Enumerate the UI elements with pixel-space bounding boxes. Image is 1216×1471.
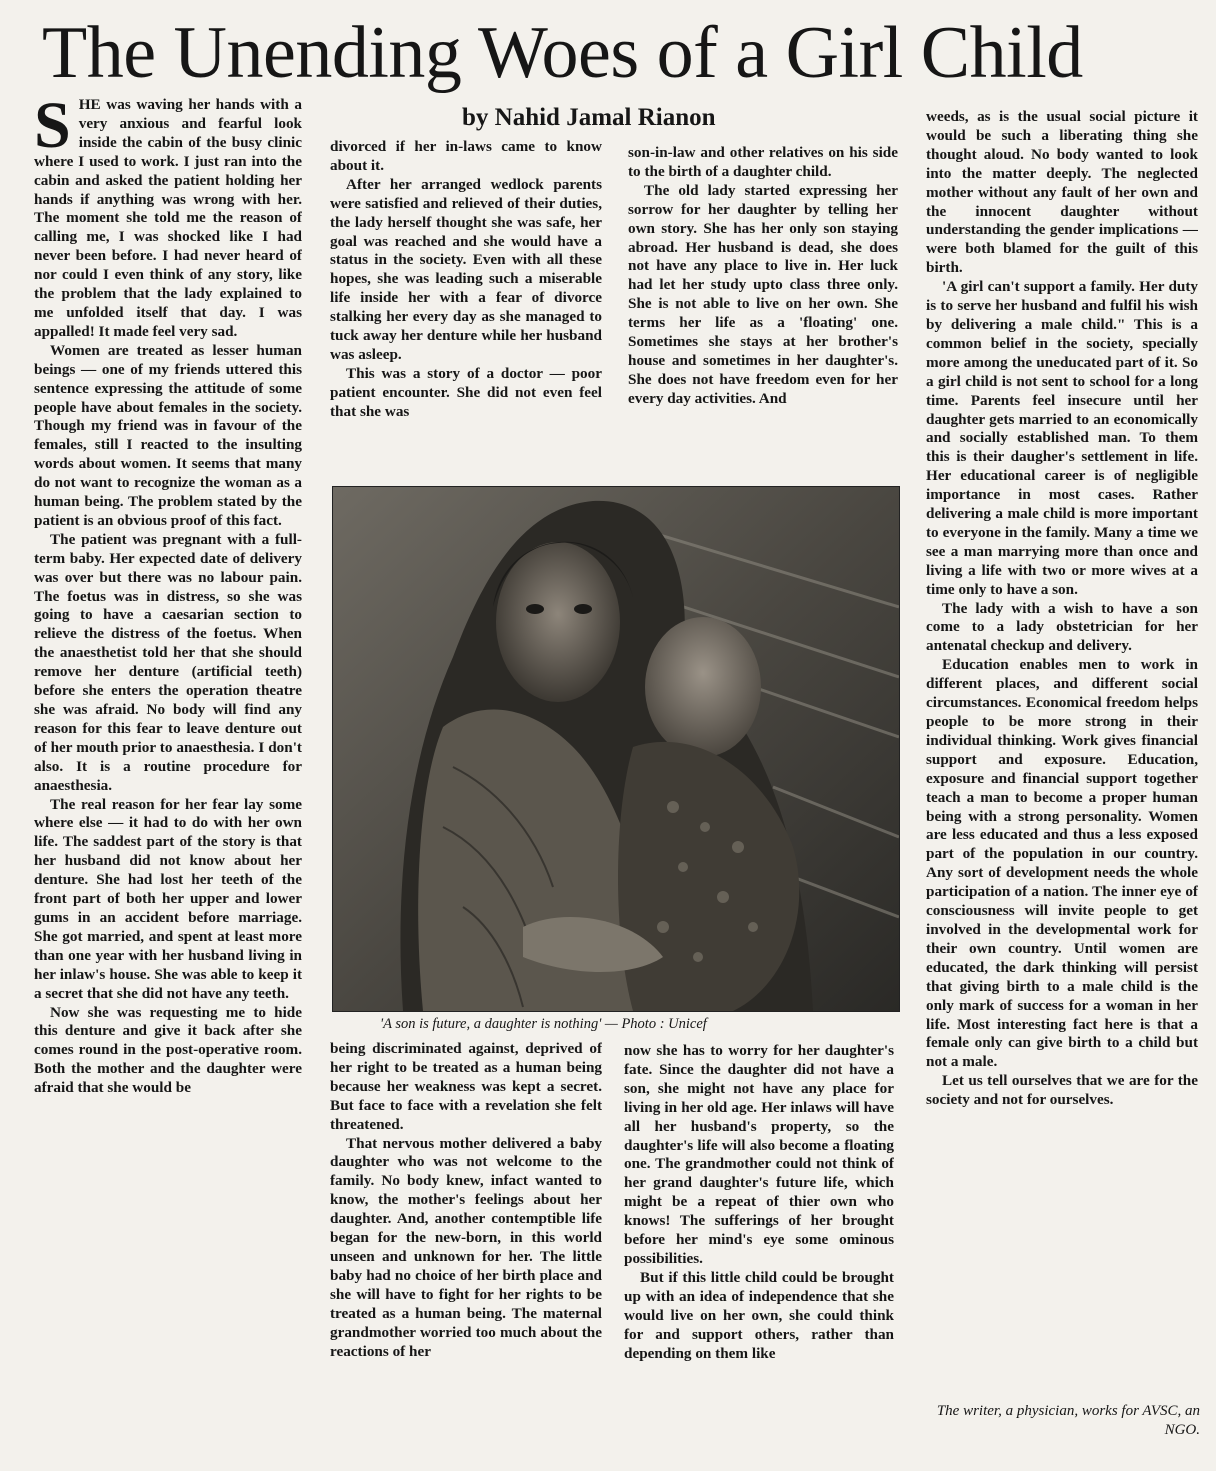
paragraph: being discriminated against, deprived of her right to be treated as a human being because her weakness was kept a secret. But face to face with a revelation she felt threatened. bbox=[330, 1040, 602, 1133]
paragraph: Let us tell ourselves that we are for the society and not for ourselves. bbox=[926, 1072, 1198, 1109]
paragraph: 'A girl can't support a family. Her duty is to serve her husband and fulfil his wish by delivering a male child." This is a common belief in the society, specially more among the uneducated part of it. So a girl child is not sent to school for a long time. Parents feel insecure until her daughter gets married to an economically and socially established man. To them this is their daugher's settlement in life. Her educational career is of negligible importance in most cases. Rather delivering a male child is more important to everyone in the family. Many a time we see a man marrying more than once and living a life with two or more wives at a time only to have a son. bbox=[926, 278, 1198, 598]
paragraph: After her arranged wedlock parents were satisfied and relieved of their duties, the lady herself thought she was safe, her goal was reached and she would have a status in the society. Even with all these hopes, she was leading such a miserable life inside her with a fear of divorce stalking her every day as she managed to tuck away her denture while her husband was asleep. bbox=[330, 175, 602, 363]
column-2-top bbox=[330, 138, 602, 483]
paragraph: The patient was pregnant with a full-term baby. Her expected date of delivery was over but there was no labour pain. The foetus was in distress, so she was going to have a caesarian section to relieve the distress of the foetus. When the anaesthetist told her that she should remove her denture (artificial teeth) before she enters the operation theatre she was afraid. No body will find any reason for this fear to leave denture out of her mouth prior to anaesthesia. I don't also. It is a routine procedure for anaesthesia. bbox=[34, 530, 302, 794]
author-credit: The writer, a physician, works for AVSC, an NGO. bbox=[936, 1403, 1200, 1438]
byline: by Nahid Jamal Rianon bbox=[462, 104, 716, 131]
paragraph: divorced if her in-laws came to know about it. bbox=[330, 138, 602, 174]
paragraph: now she has to worry for her daughter's fate. Since the daughter did not have a son, she might not have any place for living in her old age. Her inlaws will have all her husband's property, so the daughter's life will also become a floating one. The grandmother could not think of her grand daughter's future life, which might be a repeat of thier own who knows! The sufferings of her brought before her mind's eye some ominous possibilities. bbox=[624, 1042, 894, 1267]
column-3-bottom bbox=[624, 1042, 894, 1437]
paragraph: weeds, as is the usual social picture it would be such a liberating thing she thought aloud. No body wanted to look into the matter deeply. The neglected mother without any fault of her own and the innocent daughter without understanding the gender implications — were both blamed for the guilt of this birth. bbox=[926, 108, 1198, 277]
photo-caption: 'A son is future, a daughter is nothing' — Photo : Unicef bbox=[380, 1016, 707, 1032]
paragraph: HE was waving her hands with a very anxious and fearful look inside the cabin of the busy clinic where I used to work. I just ran into the cabin and asked the patient holding her hands if anything was wrong with her. The moment she told me the reason of calling me, I was shocked like I had never been before. I had never heard of nor could I even think of any story, like the problem that the lady explained to me unfolded itself that day. I was appalled! It made feel very sad. bbox=[34, 96, 302, 340]
paragraph: Now she was requesting me to hide this denture and give it back after she comes round in the post-operative room. Both the mother and the daughter were afraid that she would be bbox=[34, 1003, 302, 1097]
photo-illustration bbox=[333, 487, 899, 1011]
paragraph: son-in-law and other relatives on his side to the birth of a daughter child. bbox=[628, 144, 898, 180]
drop-cap: S bbox=[34, 96, 71, 162]
column-2-bottom bbox=[330, 1040, 602, 1435]
paragraph: Education enables men to work in different places, and different social circumstances. Economical freedom helps people to be more strong in their individual thinking. Work gives financial support and exposure. Education, exposure and financial support together teach a man to become a proper human being with a strong personality. Women are less educated and thus a less exposed part of the population in our country. Any sort of development needs the whole participation of a nation. The inner eye of consciousness will invite people to get involved in the developmental work for their own country. Until women are educated, the dark thinking will persist that giving birth to a male child is the only mark of success for a woman in her life. Most interesting fact here is that a female only can give birth to a child but not a male. bbox=[926, 656, 1198, 1071]
paragraph: Women are treated as lesser human beings — one of my friends uttered this sentence expressing the attitude of some people have about females in the society. Though my friend was in favour of the females, still I reacted to the insulting words about women. It seems that many do not want to recognize the woman as a human being. The problem stated by the patient is an obvious proof of this fact. bbox=[34, 341, 302, 529]
photo-mother-child-icon bbox=[332, 486, 900, 1012]
paragraph: That nervous mother delivered a baby daughter who was not welcome to the family. No body knew, infact wanted to know, the mother's feelings about her daughter. And, another contemptible life began for the new-born, in this world unseen and unknown for her. The little baby had no choice of her birth place and she will have to fight for her rights to be treated as a human being. The maternal grandmother worried too much about the reactions of her bbox=[330, 1134, 602, 1360]
column-1 bbox=[34, 96, 302, 1431]
paragraph: This was a story of a doctor — poor patient encounter. She did not even feel that she was bbox=[330, 364, 602, 420]
paragraph: The lady with a wish to have a son come to a lady obstetrician for her antenatal checkup and delivery. bbox=[926, 599, 1198, 655]
column-3-top bbox=[628, 144, 898, 484]
column-4 bbox=[926, 108, 1198, 1443]
paragraph: But if this little child could be brought up with an idea of independence that she would live on her own, she could think for and support others, rather than depending on them like bbox=[624, 1268, 894, 1362]
paragraph: The old lady started expressing her sorrow for her daughter by telling her own story. She has her only son staying abroad. Her husband is dead, she does not have any place to live in. Her luck had let her study upto class three only. She is not able to live on her own. She terms her life as a 'floating' one. Sometimes she stays at her brother's house and sometimes in her daughter's. She does not have freedom even for her every day activities. And bbox=[628, 181, 898, 407]
paragraph: The real reason for her fear lay some where else — it had to do with her own life. The saddest part of the story is that her husband did not know about her denture. She had lost her teeth of the front part of both her upper and lower gums in an accident before marriage. She got married, and spent at least more than one year with her husband living in her inlaw's house. She was able to keep it a secret that she did not have any teeth. bbox=[34, 795, 302, 1002]
headline: The Unending Woes of a Girl Child bbox=[42, 12, 1083, 94]
